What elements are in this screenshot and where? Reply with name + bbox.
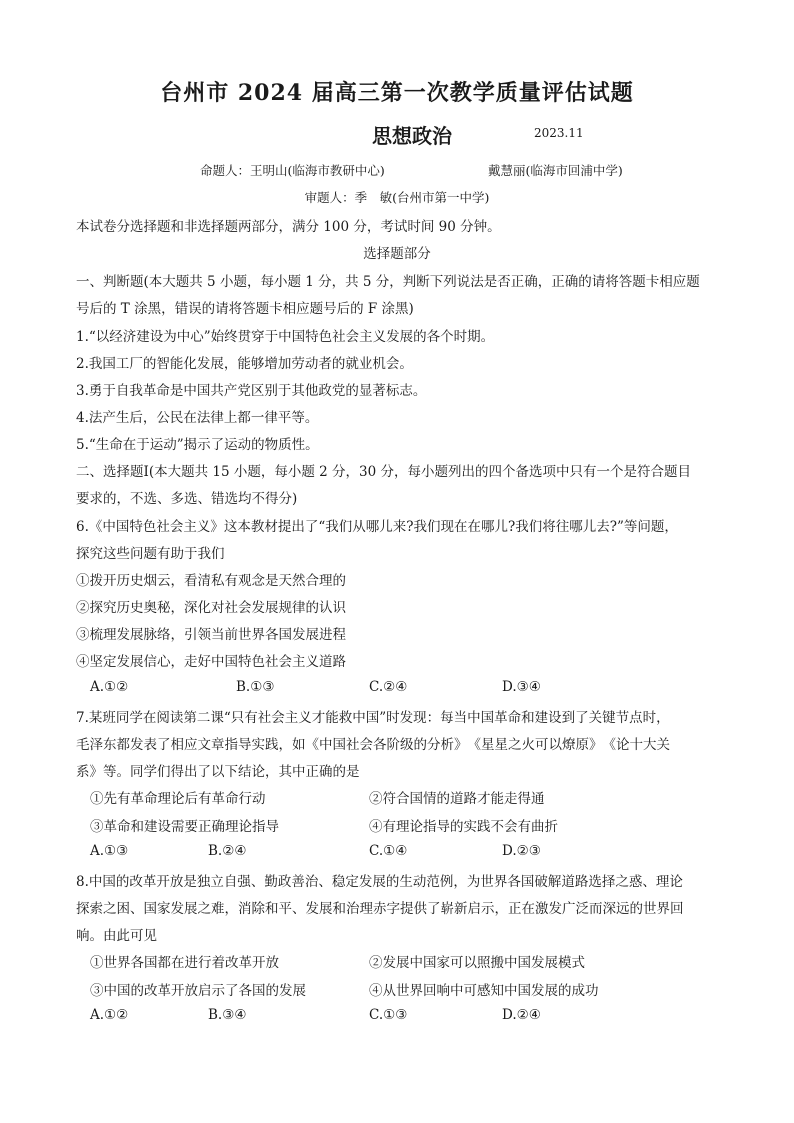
q8-stem-line3: 响。由此可见 — [76, 928, 157, 944]
section-title: 选择题部分 — [363, 246, 431, 262]
part2-instructions-line1: 二、选择题Ⅰ(本大题共 15 小题，每小题 2 分，30 分，每小题列出的四个备选项中只有一个是符合题目 — [76, 464, 692, 480]
part1-instructions-line2: 号后的 T 涂黑，错误的请将答题卡相应题号后的 F 涂黑) — [76, 301, 414, 317]
exam-date: 2023.11 — [534, 126, 584, 140]
q8-option-a: A.①② — [90, 1007, 129, 1023]
subject-title: 思想政治 — [372, 124, 452, 148]
q7-statement: ③革命和建设需要正确理论指导 — [90, 819, 279, 835]
judgment-item: 1.“以经济建设为中心”始终贯穿于中国特色社会主义发展的各个时期。 — [76, 329, 495, 345]
q8-stem-line2: 探索之困、国家发展之难，消除和平、发展和治理赤字提供了崭新启示，正在激发广泛而深远的世界回 — [76, 901, 684, 917]
judgment-item: 2.我国工厂的智能化发展，能够增加劳动者的就业机会。 — [76, 356, 413, 372]
exam-title: 台州市 2024 届高三第一次教学质量评估试题 — [160, 80, 634, 106]
q8-statement: ④从世界回响中可感知中国发展的成功 — [369, 983, 599, 999]
q6-option-c: C.②④ — [369, 679, 408, 695]
q7-statement: ④有理论指导的实践不会有曲折 — [369, 819, 558, 835]
q6-option-b: B.①③ — [236, 679, 275, 695]
judgment-item: 4.法产生后，公民在法律上都一律平等。 — [76, 410, 319, 426]
q7-option-a: A.①③ — [90, 843, 129, 859]
q7-statement: ①先有革命理论后有革命行动 — [90, 791, 266, 807]
judgment-item: 3.勇于自我革命是中国共产党区别于其他政党的显著标志。 — [76, 383, 427, 399]
q6-statement: ④坚定发展信心，走好中国特色社会主义道路 — [76, 654, 346, 670]
q7-stem-line3: 系》等。同学们得出了以下结论，其中正确的是 — [76, 764, 360, 780]
q7-option-d: D.②③ — [502, 843, 541, 859]
q6-statement: ③梳理发展脉络，引领当前世界各国发展进程 — [76, 627, 346, 643]
q7-option-b: B.②④ — [208, 843, 247, 859]
q7-stem-line2: 毛泽东都发表了相应文章指导实践，如《中国社会各阶级的分析》 《星星之火可以燎原》 《论十大关 — [76, 737, 670, 753]
reviewer: 审题人：季 敏(台州市第一中学) — [304, 190, 490, 205]
q8-statement: ②发展中国家可以照搬中国发展模式 — [369, 955, 585, 971]
q8-statement: ①世界各国都在进行着改革开放 — [90, 955, 279, 971]
q6-option-d: D.③④ — [502, 679, 541, 695]
exam-intro: 本试卷分选择题和非选择题两部分，满分 100 分，考试时间 90 分钟。 — [76, 219, 501, 235]
author: 命题人：王明山(临海市教研中心) — [200, 163, 385, 178]
q6-stem-line2: 探究这些问题有助于我们 — [76, 546, 225, 562]
q6-statement: ②探究历史奥秘，深化对社会发展规律的认识 — [76, 600, 346, 616]
q8-option-d: D.②④ — [502, 1007, 541, 1023]
coauthor: 戴慧丽(临海市回浦中学) — [488, 163, 623, 178]
q6-option-a: A.①② — [90, 679, 129, 695]
q7-stem-line1: 7.某班同学在阅读第二课“只有社会主义才能救中国”时发现：每当中国革命和建设到了关键节点时， — [76, 710, 670, 726]
part2-instructions-line2: 要求的，不选、多选、错选均不得分) — [76, 491, 298, 507]
judgment-item: 5.“生命在于运动”揭示了运动的物质性。 — [76, 437, 319, 453]
q8-option-c: C.①③ — [369, 1007, 408, 1023]
q6-statement: ①拨开历史烟云，看清私有观念是天然合理的 — [76, 573, 346, 589]
q7-statement: ②符合国情的道路才能走得通 — [369, 791, 545, 807]
q8-option-b: B.③④ — [208, 1007, 247, 1023]
q6-stem-line1: 6.《中国特色社会主义》这本教材提出了“我们从哪儿来?我们现在在哪儿?我们将往哪儿去?”等问题， — [76, 519, 678, 535]
q7-option-c: C.①④ — [369, 843, 408, 859]
q8-stem-line1: 8.中国的改革开放是独立自强、勤政善治、稳定发展的生动范例，为世界各国破解道路选择之惑、理论 — [76, 874, 683, 890]
part1-instructions-line1: 一、判断题(本大题共 5 小题，每小题 1 分，共 5 分，判断下列说法是否正确，正确的请将答题卡相应题 — [76, 274, 700, 290]
q8-statement: ③中国的改革开放启示了各国的发展 — [90, 983, 306, 999]
